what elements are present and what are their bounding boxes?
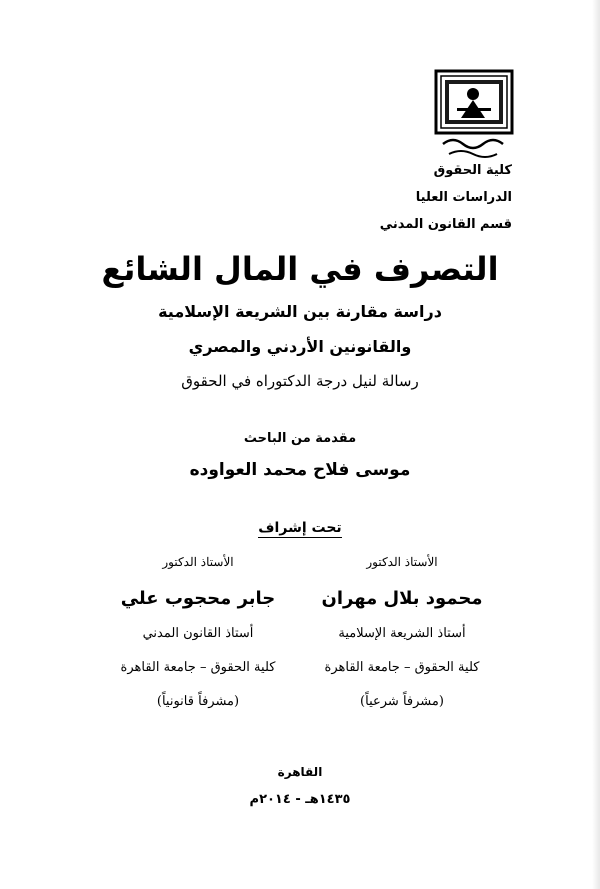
faculty-name: كلية الحقوق <box>433 163 512 178</box>
author-name: موسى فلاح محمد العواوده <box>189 460 411 480</box>
right-supervisor-prefix: الأستاذ الدكتور <box>366 555 438 569</box>
department-name: قسم القانون المدني <box>379 217 512 232</box>
author-intro: مقدمة من الباحث <box>243 431 357 446</box>
publication-date: ١٤٣٥هـ - ٢٠١٤م <box>249 792 351 807</box>
publication-city: القاهرة <box>277 765 323 779</box>
page-edge-shadow <box>592 0 600 889</box>
left-supervisor-title: أستاذ القانون المدني <box>142 626 254 641</box>
left-supervisor-affiliation: كلية الحقوق – جامعة القاهرة <box>120 660 276 675</box>
left-supervisor-name: جابر محجوب علي <box>120 588 276 609</box>
thesis-subtitle-1: دراسة مقارنة بين الشريعة الإسلامية <box>158 302 442 321</box>
left-supervisor-role: (مشرفاً قانونياً) <box>156 694 240 709</box>
right-supervisor-title: أستاذ الشريعة الإسلامية <box>338 626 466 641</box>
university-logo-icon <box>433 68 515 160</box>
right-supervisor-role: (مشرفاً شرعياً) <box>360 694 444 709</box>
right-supervisor-name: محمود بلال مهران <box>321 588 483 609</box>
left-supervisor-prefix: الأستاذ الدكتور <box>162 555 234 569</box>
right-supervisor-affiliation: كلية الحقوق – جامعة القاهرة <box>324 660 480 675</box>
graduate-studies: الدراسات العليا <box>415 190 512 205</box>
thesis-subtitle-2: والقانونين الأردني والمصري <box>188 337 412 356</box>
thesis-title: التصرف في المال الشائع <box>101 250 499 288</box>
supervision-heading-text: تحت إشراف <box>258 520 342 536</box>
supervision-heading <box>0 520 600 536</box>
thesis-degree-line: رسالة لنيل درجة الدكتوراه في الحقوق <box>181 372 419 390</box>
